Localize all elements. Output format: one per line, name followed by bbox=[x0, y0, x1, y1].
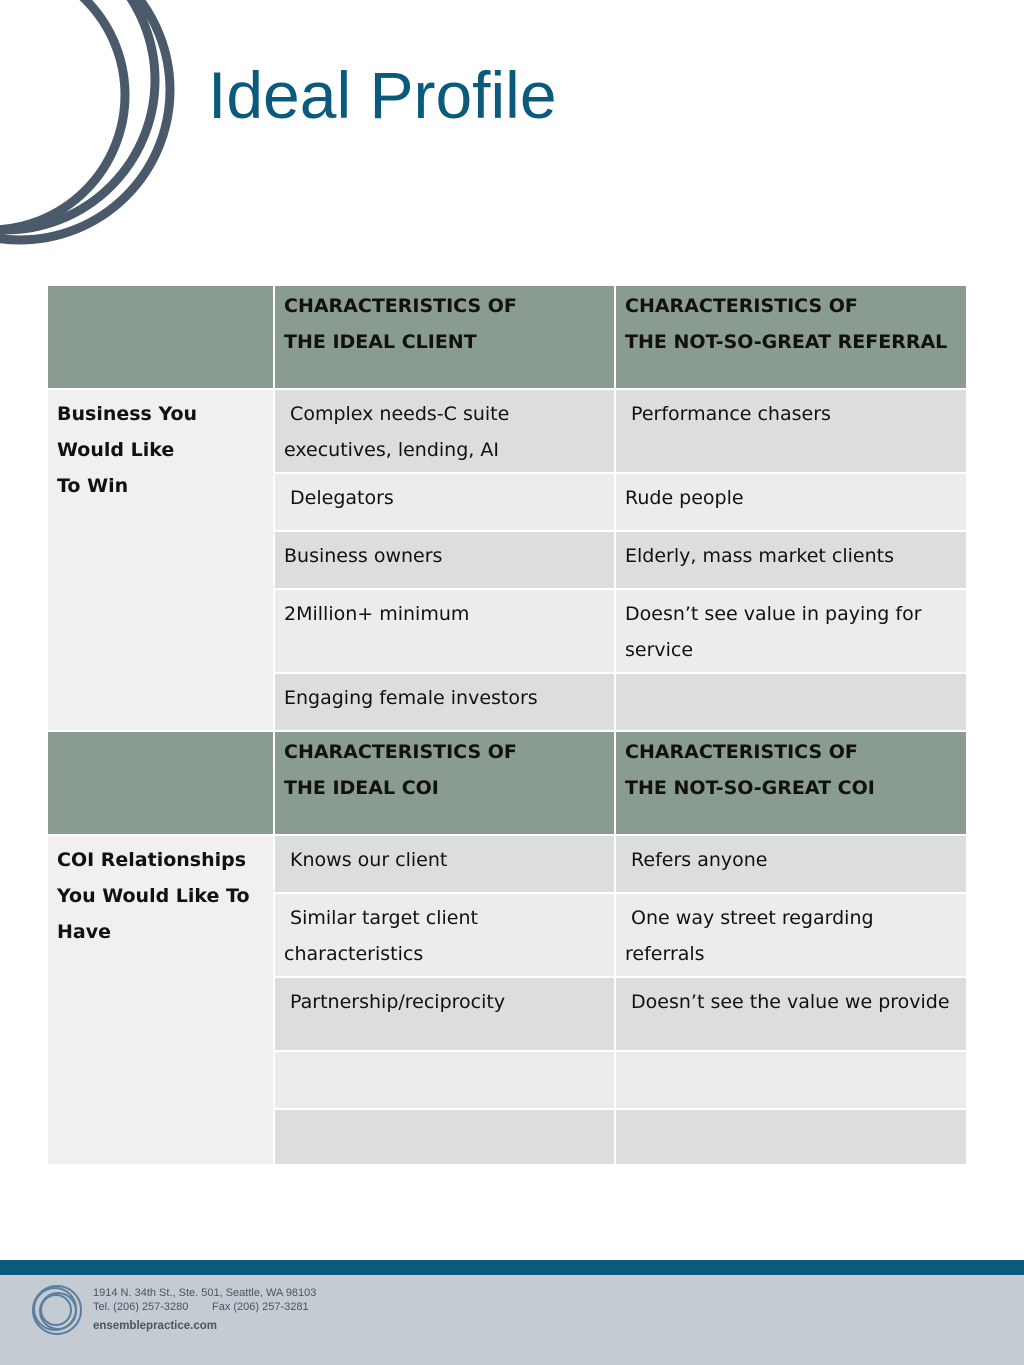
table-cell: Complex needs-C suite executives, lending, AI bbox=[274, 389, 615, 473]
table-cell: Business owners bbox=[274, 531, 615, 589]
header-empty-cell bbox=[47, 285, 274, 389]
table-cell: Similar target client characteristics bbox=[274, 893, 615, 977]
rings-logo-icon bbox=[29, 1282, 85, 1338]
row-label-business: Business You Would Like To Win bbox=[47, 389, 274, 731]
header-not-great-coi: CHARACTERISTICS OF THE NOT-SO-GREAT COI bbox=[615, 731, 967, 835]
table-cell bbox=[615, 1051, 967, 1109]
section1-header-row bbox=[47, 285, 967, 389]
page-title: Ideal Profile bbox=[208, 58, 557, 132]
table-cell: Rude people bbox=[615, 473, 967, 531]
footer-accent-bar bbox=[0, 1260, 1024, 1275]
table-cell bbox=[274, 1109, 615, 1165]
section2-header-row bbox=[47, 731, 967, 835]
table-cell: Doesn’t see value in paying for service bbox=[615, 589, 967, 673]
header-ideal-coi: CHARACTERISTICS OF THE IDEAL COI bbox=[274, 731, 615, 835]
header-not-great-referral: CHARACTERISTICS OF THE NOT-SO-GREAT REFERRAL bbox=[615, 285, 967, 389]
table-cell: Knows our client bbox=[274, 835, 615, 893]
table-cell: Delegators bbox=[274, 473, 615, 531]
table-cell bbox=[615, 1109, 967, 1165]
footer-fax: Fax (206) 257-3281 bbox=[212, 1301, 309, 1313]
footer-address: 1914 N. 34th St., Ste. 501, Seattle, WA 98103 bbox=[93, 1287, 317, 1299]
table-row bbox=[47, 835, 967, 893]
table-cell: Elderly, mass market clients bbox=[615, 531, 967, 589]
table-cell: 2Million+ minimum bbox=[274, 589, 615, 673]
table-cell: Refers anyone bbox=[615, 835, 967, 893]
header-ideal-client: CHARACTERISTICS OF THE IDEAL CLIENT bbox=[274, 285, 615, 389]
table-row bbox=[47, 389, 967, 473]
table-cell: Doesn’t see the value we provide bbox=[615, 977, 967, 1051]
table-cell: Performance chasers bbox=[615, 389, 967, 473]
footer-tel: Tel. (206) 257-3280 bbox=[93, 1301, 189, 1313]
table-cell bbox=[274, 1051, 615, 1109]
header-empty-cell bbox=[47, 731, 274, 835]
decorative-rings-icon bbox=[0, 0, 180, 250]
footer-website-link[interactable]: ensemblepractice.com bbox=[93, 1320, 218, 1332]
table-cell bbox=[615, 673, 967, 731]
table-cell: Engaging female investors bbox=[274, 673, 615, 731]
profile-table bbox=[46, 284, 968, 1166]
row-label-coi: COI Relationships You Would Like To Have bbox=[47, 835, 274, 1165]
table-cell: One way street regarding referrals bbox=[615, 893, 967, 977]
table-cell: Partnership/reciprocity bbox=[274, 977, 615, 1051]
